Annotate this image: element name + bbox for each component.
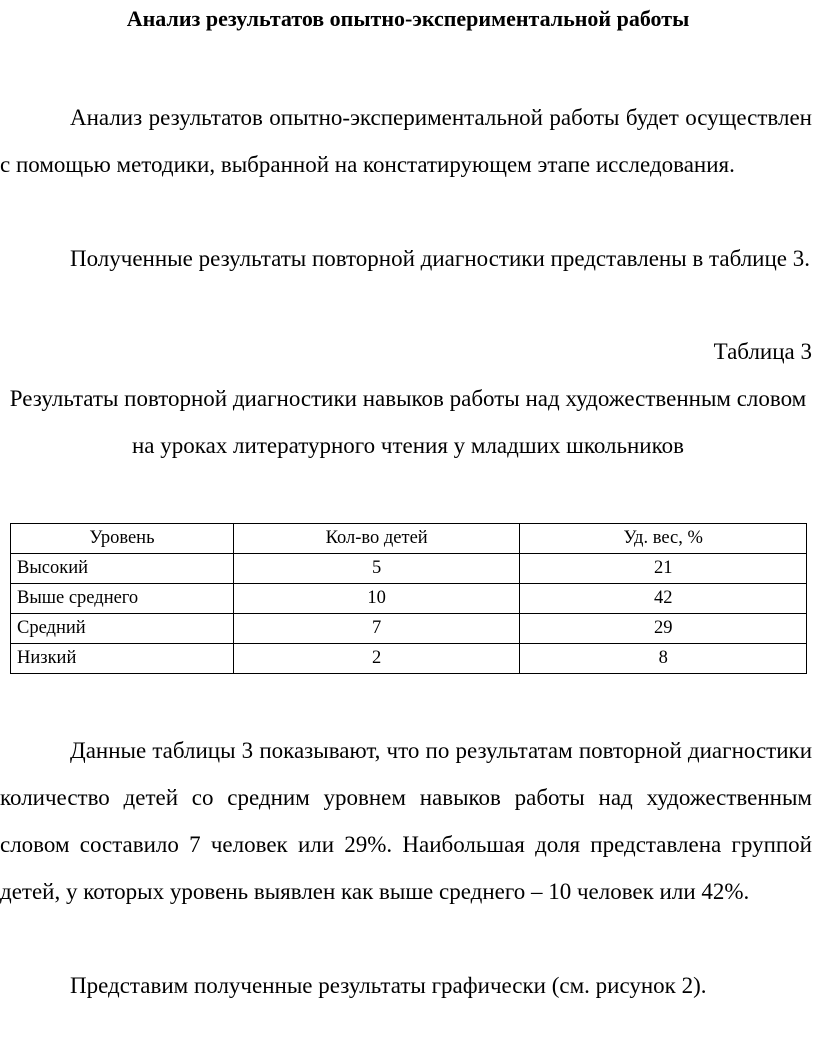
table-cell-share: 8 [520,644,807,674]
table-cell-count: 2 [233,644,520,674]
table-cell-share: 21 [520,554,807,584]
paragraph-table-analysis [0,727,812,915]
table-cell-share: 42 [520,584,807,614]
paragraph-intro [0,94,812,188]
table-cell-count: 7 [233,614,520,644]
document-heading: Анализ результатов опытно-экспериментальной работы [126,6,690,31]
table-row [11,584,807,614]
table-cell-level: Высокий [11,554,234,584]
table-header-row [11,524,807,554]
table-row [11,644,807,674]
table-cell-level: Выше среднего [11,584,234,614]
paragraph-results-reference [0,235,812,282]
paragraph-intro-text: Анализ результатов опытно-экспериментальной работы будет осуществлен с помощью методики, выбранной на констатирующем этапе исследования. [0,105,812,177]
table-row [11,554,807,584]
paragraph-table-analysis-text: Данные таблицы 3 показывают, что по результатам повторной диагностики количество детей со средним уровнем навыков работы над художественным словом составило 7 человек или 29%. Наибольшая доля представлена группой детей, у которых уровень выявлен как выше среднего – 10 человек или 42%. [0,738,812,904]
paragraph-figure-reference-text: Представим полученные результаты графически (см. рисунок 2). [70,973,707,998]
table-header-cell-share: Уд. вес, % [520,524,807,554]
table-label: Таблица 3 [713,339,812,364]
table-cell-count: 5 [233,554,520,584]
table-cell-level: Средний [11,614,234,644]
table-row [11,614,807,644]
paragraph-figure-reference [0,962,812,1009]
table-header-cell-level: Уровень [11,524,234,554]
table-caption: Результаты повторной диагностики навыков работы над художественным словом на уроках литературного чтения у младших школьников [9,386,807,458]
table-header-cell-count: Кол-во детей [233,524,520,554]
table-cell-level: Низкий [11,644,234,674]
table-cell-share: 29 [520,614,807,644]
results-table [10,523,807,674]
paragraph-results-reference-text: Полученные результаты повторной диагностики представлены в таблице 3. [70,246,811,271]
table-cell-count: 10 [233,584,520,614]
